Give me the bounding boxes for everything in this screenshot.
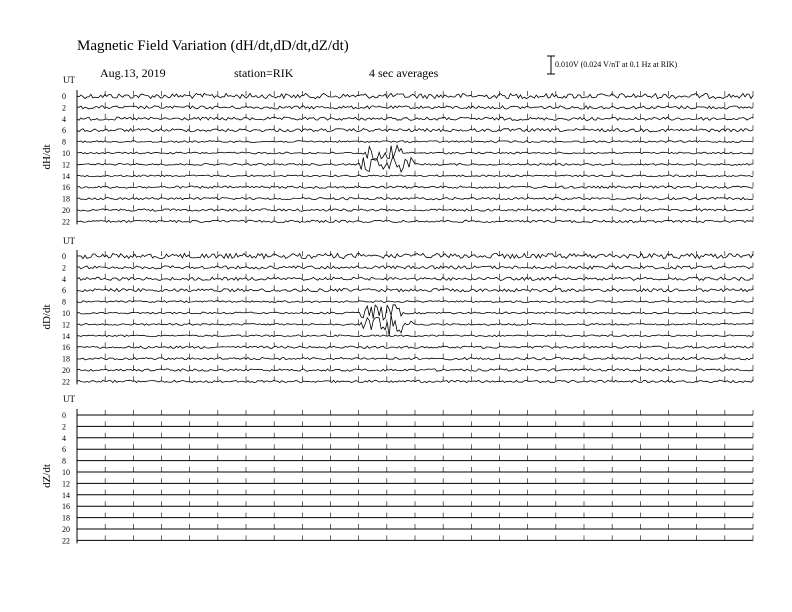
- row-label-18: 18: [62, 513, 70, 523]
- station-label: station=RIK: [234, 66, 294, 80]
- row-label-0: 0: [62, 252, 66, 261]
- trace-row-12: [77, 156, 753, 172]
- y-axis-label: dD/dt: [41, 304, 53, 330]
- panel-dH-dt: [41, 75, 753, 226]
- row-label-16: 16: [62, 343, 70, 353]
- row-label-20: 20: [62, 206, 70, 215]
- time-axis-label: UT: [63, 394, 75, 404]
- row-label-2: 2: [62, 103, 66, 113]
- y-axis-label: dH/dt: [41, 144, 53, 170]
- row-label-18: 18: [62, 354, 70, 364]
- row-label-4: 4: [62, 114, 66, 124]
- row-label-4: 4: [62, 433, 66, 443]
- row-label-18: 18: [62, 194, 70, 204]
- row-label-20: 20: [62, 525, 70, 534]
- row-label-4: 4: [62, 274, 66, 284]
- row-label-12: 12: [62, 479, 70, 489]
- row-label-16: 16: [62, 502, 70, 512]
- trace-row-10: [77, 305, 753, 320]
- row-label-14: 14: [62, 171, 70, 181]
- chart-title: Magnetic Field Variation (dH/dt,dD/dt,dZ/dt): [77, 38, 349, 54]
- row-label-16: 16: [62, 183, 70, 193]
- time-axis-label: UT: [63, 236, 75, 246]
- row-label-10: 10: [62, 468, 70, 477]
- row-label-6: 6: [62, 445, 66, 455]
- scale-label: 0.010V (0.024 V/nT at 0.1 Hz at RIK): [555, 60, 678, 69]
- row-label-0: 0: [62, 92, 66, 101]
- averaging-label: 4 sec averages: [369, 66, 439, 80]
- row-label-8: 8: [62, 456, 66, 466]
- row-label-8: 8: [62, 297, 66, 307]
- row-label-22: 22: [62, 536, 70, 546]
- row-label-2: 2: [62, 422, 66, 432]
- row-label-8: 8: [62, 137, 66, 147]
- date-label: Aug.13, 2019: [100, 66, 166, 80]
- row-label-12: 12: [62, 160, 70, 170]
- row-label-20: 20: [62, 366, 70, 375]
- row-label-6: 6: [62, 126, 66, 136]
- y-axis-label: dZ/dt: [41, 464, 53, 488]
- row-label-12: 12: [62, 320, 70, 330]
- row-label-2: 2: [62, 263, 66, 273]
- row-label-10: 10: [62, 309, 70, 318]
- row-label-14: 14: [62, 331, 70, 341]
- row-label-0: 0: [62, 411, 66, 420]
- scale-bar: [547, 56, 555, 74]
- row-label-10: 10: [62, 149, 70, 158]
- row-label-22: 22: [62, 217, 70, 227]
- panel-dD-dt: [41, 236, 753, 386]
- row-label-6: 6: [62, 286, 66, 296]
- row-label-14: 14: [62, 490, 70, 500]
- row-label-22: 22: [62, 377, 70, 387]
- panel-dZ-dt: [41, 394, 753, 545]
- time-axis-label: UT: [63, 75, 75, 85]
